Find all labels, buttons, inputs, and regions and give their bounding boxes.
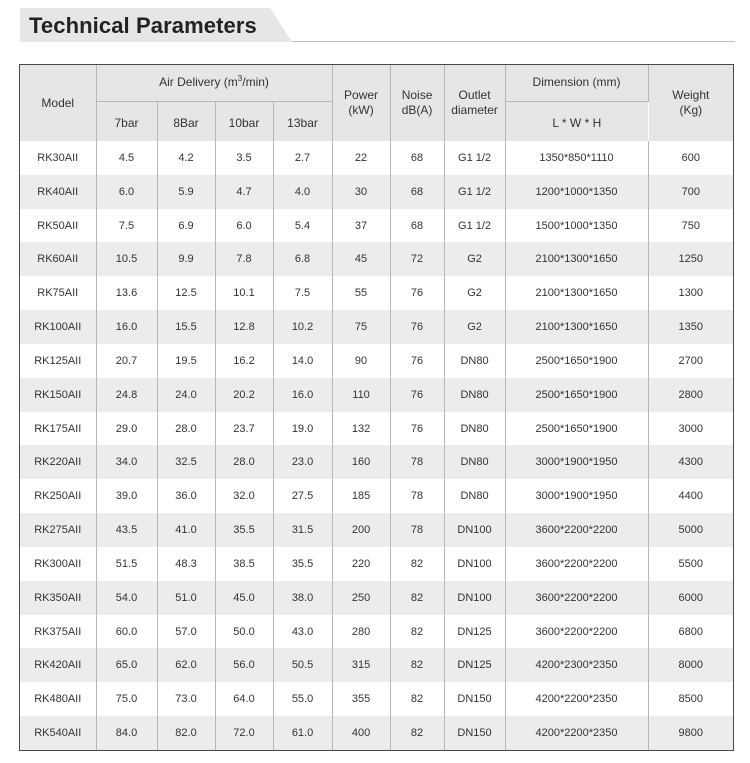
cell-noise: 82: [390, 682, 444, 716]
header-dimension: Dimension (mm): [505, 65, 648, 101]
cell-air-13bar: 7.5: [273, 276, 332, 310]
cell-air-13bar: 55.0: [273, 682, 332, 716]
cell-power: 250: [332, 581, 390, 615]
cell-weight: 8000: [648, 648, 733, 682]
cell-air-7bar: 43.5: [96, 513, 157, 547]
cell-air-10bar: 45.0: [215, 581, 273, 615]
cell-air-10bar: 64.0: [215, 682, 273, 716]
table-header: [20, 65, 733, 141]
table-row: [20, 175, 733, 209]
cell-noise: 72: [390, 242, 444, 276]
cell-air-7bar: 16.0: [96, 310, 157, 344]
cell-air-8bar: 57.0: [157, 615, 215, 649]
cell-model: RK100AII: [20, 310, 96, 344]
cell-weight: 1300: [648, 276, 733, 310]
cell-power: 280: [332, 615, 390, 649]
header-outlet: [444, 65, 505, 141]
cell-air-13bar: 23.0: [273, 445, 332, 479]
table-row: [20, 141, 733, 175]
cell-noise: 68: [390, 175, 444, 209]
table-row: [20, 682, 733, 716]
spec-table: [20, 65, 733, 750]
table-row: [20, 344, 733, 378]
cell-air-7bar: 84.0: [96, 716, 157, 750]
cell-air-7bar: 39.0: [96, 479, 157, 513]
cell-air-7bar: 13.6: [96, 276, 157, 310]
table-row: [20, 445, 733, 479]
cell-weight: 6000: [648, 581, 733, 615]
cell-noise: 82: [390, 581, 444, 615]
cell-air-10bar: 23.7: [215, 412, 273, 446]
cell-power: 22: [332, 141, 390, 175]
cell-model: RK250AII: [20, 479, 96, 513]
table-row: [20, 209, 733, 243]
cell-power: 132: [332, 412, 390, 446]
cell-air-13bar: 4.0: [273, 175, 332, 209]
cell-outlet: DN100: [444, 513, 505, 547]
cell-noise: 78: [390, 479, 444, 513]
cell-noise: 76: [390, 276, 444, 310]
table-row: [20, 513, 733, 547]
cell-outlet: G1 1/2: [444, 175, 505, 209]
cell-model: RK480AII: [20, 682, 96, 716]
cell-power: 75: [332, 310, 390, 344]
cell-outlet: DN80: [444, 445, 505, 479]
cell-outlet: DN80: [444, 412, 505, 446]
cell-noise: 78: [390, 513, 444, 547]
header-air-delivery: [96, 65, 332, 101]
header-air-delivery-prefix: Air Delivery (m: [159, 75, 238, 90]
cell-air-10bar: 6.0: [215, 209, 273, 243]
cell-air-7bar: 60.0: [96, 615, 157, 649]
header-weight: [648, 65, 733, 141]
cell-power: 160: [332, 445, 390, 479]
cell-air-7bar: 34.0: [96, 445, 157, 479]
cell-noise: 76: [390, 310, 444, 344]
cell-model: RK50AII: [20, 209, 96, 243]
cell-outlet: DN80: [444, 479, 505, 513]
cell-weight: 3000: [648, 412, 733, 446]
title-divider: [292, 41, 735, 42]
cell-weight: 4300: [648, 445, 733, 479]
cell-dimension: 2100*1300*1650: [505, 310, 648, 344]
header-model: Model: [20, 65, 96, 141]
cell-noise: 76: [390, 344, 444, 378]
cell-model: RK75AII: [20, 276, 96, 310]
cell-power: 400: [332, 716, 390, 750]
cell-model: RK275AII: [20, 513, 96, 547]
cell-model: RK60AII: [20, 242, 96, 276]
cell-air-13bar: 27.5: [273, 479, 332, 513]
header-weight-line2: (Kg): [679, 103, 703, 117]
cell-air-7bar: 6.0: [96, 175, 157, 209]
cell-model: RK420AII: [20, 648, 96, 682]
cell-air-13bar: 50.5: [273, 648, 332, 682]
table-row: [20, 615, 733, 649]
cell-model: RK150AII: [20, 378, 96, 412]
page-title: Technical Parameters: [29, 13, 257, 38]
cell-dimension: 3600*2200*2200: [505, 513, 648, 547]
cell-air-10bar: 3.5: [215, 141, 273, 175]
cell-air-8bar: 15.5: [157, 310, 215, 344]
header-noise-line1: Noise: [401, 88, 433, 102]
cell-air-13bar: 10.2: [273, 310, 332, 344]
cell-air-10bar: 38.5: [215, 547, 273, 581]
cell-dimension: 1500*1000*1350: [505, 209, 648, 243]
cell-outlet: DN150: [444, 682, 505, 716]
table-row: [20, 310, 733, 344]
cell-air-8bar: 48.3: [157, 547, 215, 581]
cell-model: RK375AII: [20, 615, 96, 649]
header-pressure-7bar: 7bar: [96, 101, 157, 141]
cell-air-10bar: 20.2: [215, 378, 273, 412]
cell-dimension: 4200*2300*2350: [505, 648, 648, 682]
cell-air-8bar: 19.5: [157, 344, 215, 378]
cell-air-10bar: 4.7: [215, 175, 273, 209]
cell-air-10bar: 56.0: [215, 648, 273, 682]
cell-noise: 68: [390, 141, 444, 175]
cell-weight: 8500: [648, 682, 733, 716]
cell-dimension: 2500*1650*1900: [505, 378, 648, 412]
cell-power: 90: [332, 344, 390, 378]
cell-weight: 1250: [648, 242, 733, 276]
header-pressure-10bar: 10bar: [215, 101, 273, 141]
cell-dimension: 3000*1900*1950: [505, 479, 648, 513]
header-outlet-line1: Outlet: [458, 88, 491, 102]
header-air-delivery-suffix: /min): [242, 75, 269, 90]
header-noise-line2: dB(A): [401, 103, 433, 117]
cell-power: 110: [332, 378, 390, 412]
cell-air-8bar: 4.2: [157, 141, 215, 175]
cell-noise: 82: [390, 615, 444, 649]
cell-power: 355: [332, 682, 390, 716]
cell-weight: 2700: [648, 344, 733, 378]
cell-air-10bar: 28.0: [215, 445, 273, 479]
cell-air-13bar: 5.4: [273, 209, 332, 243]
cell-model: RK220AII: [20, 445, 96, 479]
table-row: [20, 581, 733, 615]
header-pressure-8bar: 8Bar: [157, 101, 215, 141]
cell-outlet: DN80: [444, 344, 505, 378]
cell-dimension: 2100*1300*1650: [505, 242, 648, 276]
cell-noise: 82: [390, 648, 444, 682]
cell-dimension: 2500*1650*1900: [505, 344, 648, 378]
cell-air-8bar: 12.5: [157, 276, 215, 310]
cell-weight: 750: [648, 209, 733, 243]
cell-air-7bar: 4.5: [96, 141, 157, 175]
cell-model: RK540AII: [20, 716, 96, 750]
cell-outlet: G2: [444, 276, 505, 310]
cell-power: 45: [332, 242, 390, 276]
cell-model: RK40AII: [20, 175, 96, 209]
cell-power: 37: [332, 209, 390, 243]
table-row: [20, 242, 733, 276]
header-outlet-line2: diameter: [451, 103, 498, 117]
cell-air-7bar: 51.5: [96, 547, 157, 581]
cell-air-13bar: 43.0: [273, 615, 332, 649]
cell-air-13bar: 6.8: [273, 242, 332, 276]
cell-model: RK300AII: [20, 547, 96, 581]
cell-air-10bar: 32.0: [215, 479, 273, 513]
header-dimension-lwh: L * W * H: [505, 101, 648, 141]
cell-air-13bar: 14.0: [273, 344, 332, 378]
cell-outlet: G2: [444, 242, 505, 276]
cell-air-7bar: 24.8: [96, 378, 157, 412]
cell-model: RK350AII: [20, 581, 96, 615]
cell-air-7bar: 7.5: [96, 209, 157, 243]
cell-air-13bar: 16.0: [273, 378, 332, 412]
cell-dimension: 3000*1900*1950: [505, 445, 648, 479]
cell-outlet: G1 1/2: [444, 209, 505, 243]
cell-outlet: DN80: [444, 378, 505, 412]
header-power: [332, 65, 390, 141]
cell-air-7bar: 75.0: [96, 682, 157, 716]
cell-air-10bar: 7.8: [215, 242, 273, 276]
cell-air-10bar: 10.1: [215, 276, 273, 310]
header-power-line1: Power: [344, 88, 379, 102]
cell-air-8bar: 24.0: [157, 378, 215, 412]
cell-weight: 2800: [648, 378, 733, 412]
table-row: [20, 547, 733, 581]
cell-air-10bar: 16.2: [215, 344, 273, 378]
cell-weight: 1350: [648, 310, 733, 344]
cell-air-7bar: 54.0: [96, 581, 157, 615]
cell-noise: 82: [390, 716, 444, 750]
cell-weight: 5000: [648, 513, 733, 547]
table-body: [20, 141, 733, 750]
cell-air-10bar: 72.0: [215, 716, 273, 750]
cell-air-8bar: 9.9: [157, 242, 215, 276]
cell-air-8bar: 82.0: [157, 716, 215, 750]
cell-dimension: 3600*2200*2200: [505, 615, 648, 649]
cell-dimension: 4200*2200*2350: [505, 716, 648, 750]
cell-air-7bar: 20.7: [96, 344, 157, 378]
cell-dimension: 1200*1000*1350: [505, 175, 648, 209]
cell-weight: 600: [648, 141, 733, 175]
header-air-delivery-sup: 3: [237, 74, 243, 84]
cell-power: 55: [332, 276, 390, 310]
cell-dimension: 1350*850*1110: [505, 141, 648, 175]
cell-air-8bar: 32.5: [157, 445, 215, 479]
cell-noise: 76: [390, 412, 444, 446]
cell-noise: 68: [390, 209, 444, 243]
cell-power: 220: [332, 547, 390, 581]
cell-air-8bar: 73.0: [157, 682, 215, 716]
cell-air-8bar: 41.0: [157, 513, 215, 547]
header-pressure-13bar: 13bar: [273, 101, 332, 141]
cell-air-8bar: 6.9: [157, 209, 215, 243]
cell-model: RK125AII: [20, 344, 96, 378]
cell-air-13bar: 31.5: [273, 513, 332, 547]
cell-air-10bar: 50.0: [215, 615, 273, 649]
cell-air-13bar: 2.7: [273, 141, 332, 175]
cell-dimension: 3600*2200*2200: [505, 581, 648, 615]
cell-dimension: 2100*1300*1650: [505, 276, 648, 310]
cell-air-10bar: 35.5: [215, 513, 273, 547]
cell-air-7bar: 65.0: [96, 648, 157, 682]
cell-dimension: 2500*1650*1900: [505, 412, 648, 446]
cell-noise: 78: [390, 445, 444, 479]
cell-outlet: DN100: [444, 547, 505, 581]
cell-air-7bar: 10.5: [96, 242, 157, 276]
cell-air-13bar: 19.0: [273, 412, 332, 446]
cell-noise: 76: [390, 378, 444, 412]
cell-dimension: 4200*2200*2350: [505, 682, 648, 716]
cell-air-8bar: 36.0: [157, 479, 215, 513]
table-row: [20, 648, 733, 682]
table-row: [20, 716, 733, 750]
cell-air-13bar: 61.0: [273, 716, 332, 750]
cell-air-10bar: 12.8: [215, 310, 273, 344]
cell-power: 315: [332, 648, 390, 682]
cell-air-8bar: 5.9: [157, 175, 215, 209]
cell-power: 185: [332, 479, 390, 513]
header-power-line2: (kW): [348, 103, 374, 117]
cell-weight: 9800: [648, 716, 733, 750]
cell-weight: 4400: [648, 479, 733, 513]
cell-outlet: DN100: [444, 581, 505, 615]
cell-power: 200: [332, 513, 390, 547]
cell-weight: 5500: [648, 547, 733, 581]
cell-weight: 700: [648, 175, 733, 209]
cell-outlet: G1 1/2: [444, 141, 505, 175]
cell-model: RK175AII: [20, 412, 96, 446]
cell-air-8bar: 28.0: [157, 412, 215, 446]
table-row: [20, 479, 733, 513]
cell-outlet: DN125: [444, 648, 505, 682]
table-row: [20, 378, 733, 412]
cell-outlet: DN125: [444, 615, 505, 649]
cell-air-8bar: 62.0: [157, 648, 215, 682]
cell-air-13bar: 38.0: [273, 581, 332, 615]
table-row: [20, 276, 733, 310]
cell-air-8bar: 51.0: [157, 581, 215, 615]
header-noise: [390, 65, 444, 141]
cell-weight: 6800: [648, 615, 733, 649]
cell-model: RK30AII: [20, 141, 96, 175]
section-header: [20, 8, 735, 44]
cell-outlet: G2: [444, 310, 505, 344]
cell-air-7bar: 29.0: [96, 412, 157, 446]
header-weight-line1: Weight: [672, 88, 710, 102]
cell-outlet: DN150: [444, 716, 505, 750]
table-row: [20, 412, 733, 446]
spec-table-frame: [19, 64, 734, 751]
cell-air-13bar: 35.5: [273, 547, 332, 581]
cell-dimension: 3600*2200*2200: [505, 547, 648, 581]
cell-power: 30: [332, 175, 390, 209]
cell-noise: 82: [390, 547, 444, 581]
